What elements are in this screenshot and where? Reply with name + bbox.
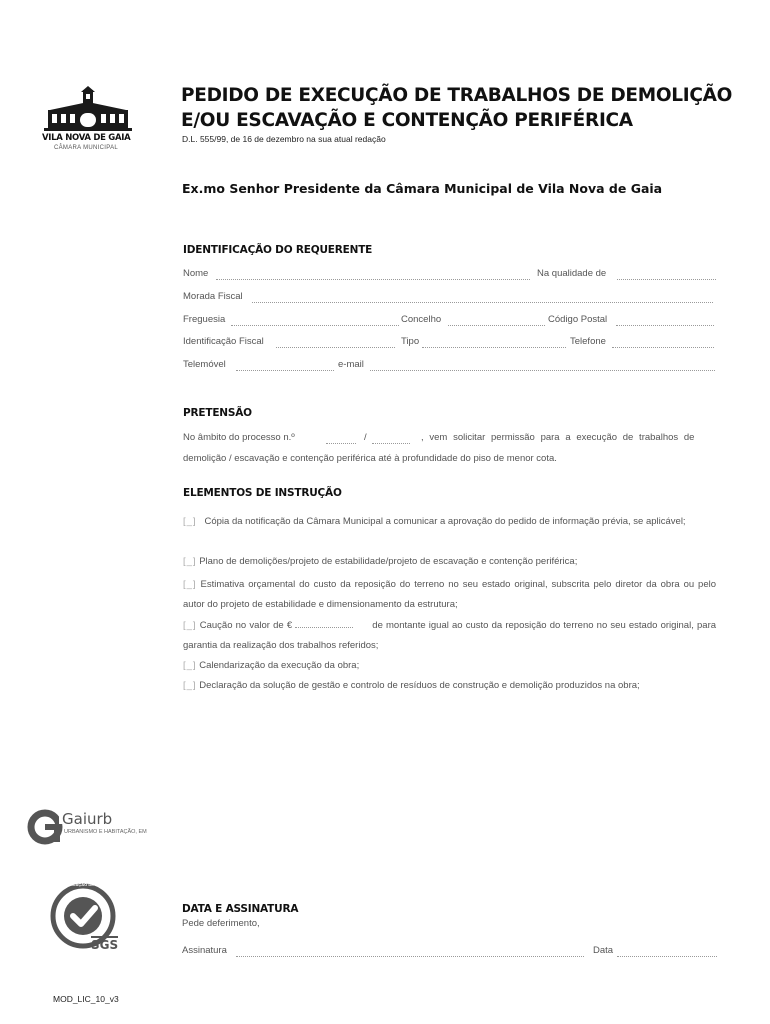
sgs-label: SGS xyxy=(91,938,119,952)
email-label: e-mail xyxy=(338,359,364,370)
sgs-certification-seal xyxy=(43,880,123,960)
concelho-label: Concelho xyxy=(401,314,442,325)
data-label: Data xyxy=(593,945,614,956)
processo-slash: / xyxy=(364,432,367,443)
instruction-text-4a: Caução no valor de € xyxy=(199,620,293,631)
instruction-text-2: Plano de demolições/projeto de estabilidade/projeto de escavação e contenção periférica; xyxy=(199,556,578,567)
pede-deferimento: Pede deferimento, xyxy=(182,918,260,929)
assinatura-field[interactable] xyxy=(236,956,584,957)
telemovel-label: Telemóvel xyxy=(183,359,226,370)
town-hall-icon xyxy=(40,86,136,132)
gaiurb-tagline: URBANISMO E HABITAÇÃO, EM xyxy=(64,829,147,835)
qualidade-field[interactable] xyxy=(617,279,716,280)
instruction-text-4b: de montante igual ao custo da reposição do terreno no seu estado original, para garantia da realização dos trabalhos referidos; xyxy=(183,620,717,651)
section-elementos-heading: ELEMENTOS DE INSTRUÇÃO xyxy=(183,487,342,499)
freguesia-field[interactable] xyxy=(231,325,399,326)
logo-line1: VILA NOVA DE GAIA xyxy=(42,133,131,143)
id-fiscal-label: Identificação Fiscal xyxy=(183,336,264,347)
municipal-logo xyxy=(40,86,136,158)
instruction-checkbox-5[interactable]: [_] xyxy=(183,660,197,671)
instruction-text-6: Declaração da solução de gestão e controlo de resíduos de construção e demolição produzidos na obra; xyxy=(199,680,640,691)
processo-ano-field[interactable] xyxy=(372,443,410,444)
codigo-postal-field[interactable] xyxy=(616,325,714,326)
gaiurb-g-icon xyxy=(26,808,64,846)
processo-numero-field[interactable] xyxy=(326,443,356,444)
id-fiscal-field[interactable] xyxy=(276,347,395,348)
email-field[interactable] xyxy=(370,370,715,371)
section-pretensao-heading: PRETENSÃO xyxy=(183,407,252,419)
codigo-postal-label: Código Postal xyxy=(548,314,608,325)
pretensao-text-c: demolição / escavação e contenção periférica até à profundidade do piso de menor cota. xyxy=(183,453,557,464)
concelho-field[interactable] xyxy=(448,325,545,326)
pretensao-text-b: , vem solicitar permissão para a execução de trabalhos de xyxy=(421,432,695,443)
telefone-label: Telefone xyxy=(570,336,606,347)
telefone-field[interactable] xyxy=(612,347,714,348)
tipo-label: Tipo xyxy=(401,336,420,347)
instruction-checkbox-3[interactable]: [_] xyxy=(183,579,197,590)
instruction-item-1 xyxy=(183,512,716,532)
qualidade-label: Na qualidade de xyxy=(537,268,607,279)
instruction-item-2 xyxy=(183,552,716,572)
tipo-field[interactable] xyxy=(422,347,566,348)
form-code: MOD_LIC_10_v3 xyxy=(53,994,119,1004)
morada-label: Morada Fiscal xyxy=(183,291,243,302)
nome-field[interactable] xyxy=(216,279,530,280)
section-assinatura-heading: DATA E ASSINATURA xyxy=(182,903,299,915)
logo-line2: CÂMARA MUNICIPAL xyxy=(54,145,119,151)
section-identificacao-heading: IDENTIFICAÇÃO DO REQUERENTE xyxy=(183,244,373,256)
morada-field[interactable] xyxy=(252,302,713,303)
instruction-checkbox-4[interactable]: [_] xyxy=(183,620,197,631)
instruction-checkbox-6[interactable]: [_] xyxy=(183,680,197,691)
assinatura-label: Assinatura xyxy=(182,945,227,956)
salutation: Ex.mo Senhor Presidente da Câmara Municipal de Vila Nova de Gaia xyxy=(182,181,663,196)
instruction-item-5 xyxy=(183,656,716,676)
instruction-checkbox-1[interactable]: [_] xyxy=(183,516,197,527)
gaiurb-logo xyxy=(26,808,166,848)
sgs-ring-side: ISO 9001 xyxy=(42,910,49,936)
gaiurb-name: Gaiurb xyxy=(62,810,113,828)
instruction-text-3: Estimativa orçamental do custo da reposição do terreno no seu estado original, subscrita pelo diretor da obra ou pelo autor do projeto de estabilidade e dimensionamento da estrutura; xyxy=(183,579,717,610)
telemovel-field[interactable] xyxy=(236,370,334,371)
document-title-line1: PEDIDO DE EXECUÇÃO DE TRABALHOS DE DEMOLIÇÃO xyxy=(181,85,733,106)
instruction-text-5: Calendarização da execução da obra; xyxy=(199,660,360,671)
instruction-text-1: Cópia da notificação da Câmara Municipal a comunicar a aprovação do pedido de informação prévia, se aplicável; xyxy=(204,516,686,527)
nome-label: Nome xyxy=(183,268,209,279)
legal-reference: D.L. 555/99, de 16 de dezembro na sua atual redação xyxy=(182,134,386,144)
sgs-ring-top: CERTIFICAÇÃO DE SISTEMAS xyxy=(57,882,116,887)
document-title-line2: E/OU ESCAVAÇÃO E CONTENÇÃO PERIFÉRICA xyxy=(181,110,633,131)
instruction-item-6 xyxy=(183,676,716,696)
instruction-item-4 xyxy=(183,616,716,656)
pretensao-text-a: No âmbito do processo n.º xyxy=(183,432,295,443)
instruction-checkbox-2[interactable]: [_] xyxy=(183,556,197,567)
instruction-item-3 xyxy=(183,575,716,615)
data-field[interactable] xyxy=(617,956,717,957)
freguesia-label: Freguesia xyxy=(183,314,226,325)
caucao-valor-field[interactable] xyxy=(295,619,353,628)
